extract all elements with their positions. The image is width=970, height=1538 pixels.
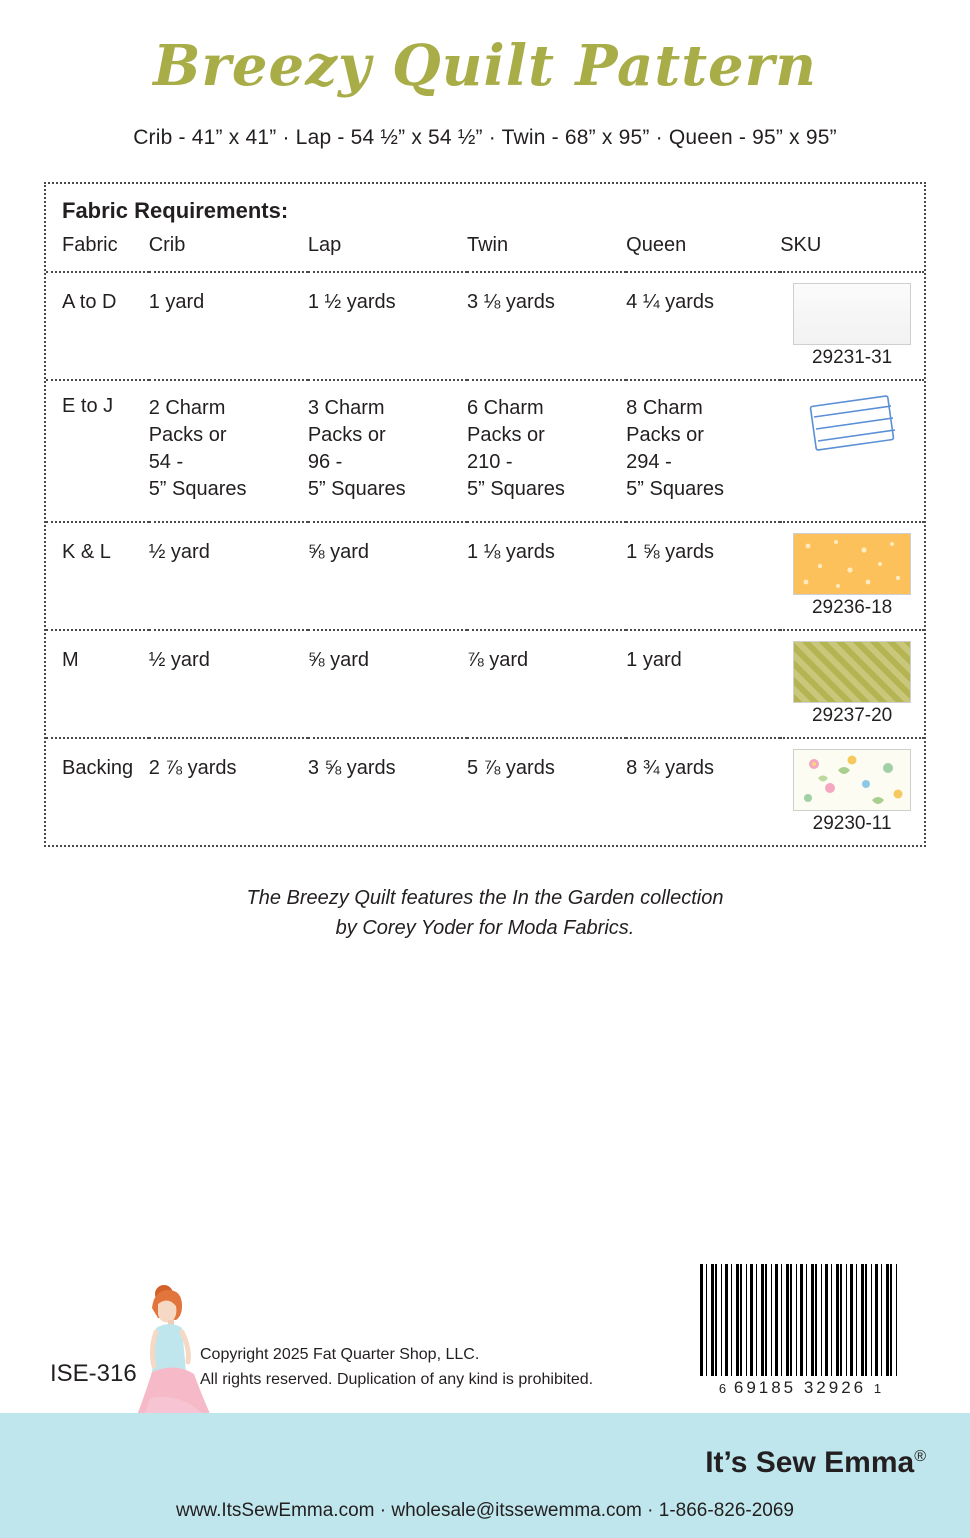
table-head bbox=[46, 234, 924, 272]
cell-sku bbox=[780, 272, 924, 380]
fabric-requirements-table bbox=[44, 182, 926, 847]
cell-lap bbox=[308, 380, 467, 522]
cell-line: 8 Charm bbox=[626, 397, 703, 419]
cell-queen bbox=[626, 380, 780, 522]
cell-line: 6 Charm bbox=[467, 397, 544, 419]
cell-line: Packs or bbox=[626, 424, 704, 446]
cell-line: 210 - bbox=[467, 451, 513, 473]
cell-line: 5” Squares bbox=[626, 478, 724, 500]
cell-line: 5” Squares bbox=[148, 478, 247, 500]
table-row bbox=[46, 522, 924, 630]
sku-label: 29231-31 bbox=[811, 347, 893, 368]
column-header-queen: Queen bbox=[626, 234, 780, 272]
cell-line: 2 Charm bbox=[148, 397, 226, 419]
item-code: ISE-316 bbox=[50, 1360, 137, 1387]
column-header-fabric: Fabric bbox=[46, 234, 149, 272]
cell-sku bbox=[780, 522, 924, 630]
cell-crib: ½ yard bbox=[149, 522, 308, 630]
barcode-main-digits: 69185 32926 bbox=[733, 1378, 867, 1397]
cell-line: 96 - bbox=[307, 451, 343, 473]
cell-sku bbox=[780, 738, 924, 845]
fabric-swatch-floral-print bbox=[793, 749, 911, 811]
brand-name bbox=[705, 1446, 926, 1480]
cell-crib: ½ yard bbox=[149, 630, 308, 738]
cell-fabric: A to D bbox=[46, 272, 149, 380]
brand-text: It’s Sew Emma bbox=[705, 1446, 915, 1479]
column-header-lap: Lap bbox=[308, 234, 467, 272]
cell-twin: 3 ⅛ yards bbox=[467, 272, 626, 380]
quilt-sizes-line: Crib - 41” x 41” · Lap - 54 ½” x 54 ½” · Twin - 68” x 95” · Queen - 95” x 95” bbox=[133, 126, 837, 149]
table-row bbox=[46, 630, 924, 738]
fabric-table bbox=[46, 234, 924, 845]
cell-crib: 2 ⅞ yards bbox=[148, 757, 237, 779]
cell-twin: 1 ⅛ yards bbox=[467, 522, 626, 630]
cell-line: 54 - bbox=[148, 451, 184, 473]
barcode-left-digit: 6 bbox=[718, 1381, 727, 1396]
cell-sku bbox=[780, 380, 924, 522]
column-header-twin: Twin bbox=[467, 234, 626, 272]
caption-line-1: The Breezy Quilt features the In the Garden collection bbox=[246, 887, 724, 909]
fabric-swatch-olive-stripe bbox=[793, 641, 911, 703]
cell-lap: 1 ½ yards bbox=[308, 272, 467, 380]
cell-queen: 1 ⅝ yards bbox=[626, 522, 780, 630]
cell-fabric: E to J bbox=[46, 380, 149, 522]
barcode-bars bbox=[700, 1264, 900, 1376]
cell-fabric: Backing bbox=[62, 757, 134, 779]
registered-mark: ® bbox=[914, 1448, 926, 1465]
cell-line: Packs or bbox=[148, 424, 227, 446]
collection-caption bbox=[0, 883, 970, 943]
table-body bbox=[46, 272, 924, 845]
cell-queen: 1 yard bbox=[626, 630, 780, 738]
sku-label: 29230-11 bbox=[812, 813, 892, 834]
cell-crib: 1 yard bbox=[149, 272, 308, 380]
copyright-line-1: Copyright 2025 Fat Quarter Shop, LLC. bbox=[200, 1345, 480, 1363]
cell-line: 5” Squares bbox=[307, 478, 406, 500]
barcode-digits bbox=[690, 1378, 910, 1398]
cell-line: Packs or bbox=[467, 424, 545, 446]
cell-queen: 8 ¾ yards bbox=[626, 757, 714, 779]
table-row bbox=[46, 272, 924, 380]
sku-label: 29236-18 bbox=[811, 597, 893, 618]
column-header-crib: Crib bbox=[149, 234, 308, 272]
cell-twin: ⅞ yard bbox=[467, 630, 626, 738]
copyright-line-2: All rights reserved. Duplication of any kind is prohibited. bbox=[200, 1371, 594, 1389]
cell-sku bbox=[780, 630, 924, 738]
cell-crib bbox=[149, 380, 308, 522]
charm-pack-icon bbox=[797, 391, 907, 457]
table-heading: Fabric Requirements: bbox=[62, 198, 289, 223]
cell-twin bbox=[467, 380, 626, 522]
fabric-swatch-white-solid bbox=[793, 283, 911, 345]
cell-line: Packs or bbox=[307, 424, 386, 446]
fabric-swatch-orange-print bbox=[793, 533, 911, 595]
column-header-sku: SKU bbox=[780, 234, 924, 272]
barcode-right-digit: 1 bbox=[873, 1381, 882, 1396]
sku-label: 29237-20 bbox=[811, 705, 893, 726]
cell-line: 294 - bbox=[626, 451, 672, 473]
cell-fabric: K & L bbox=[46, 522, 149, 630]
barcode bbox=[690, 1264, 910, 1398]
contact-line: www.ItsSewEmma.com · wholesale@itssewemma.com · 1-866-826-2069 bbox=[175, 1500, 794, 1521]
cell-line: 3 Charm bbox=[307, 397, 385, 419]
cell-lap: 3 ⅝ yards bbox=[307, 757, 396, 779]
cell-fabric: M bbox=[46, 630, 149, 738]
caption-line-2: by Corey Yoder for Moda Fabrics. bbox=[335, 917, 635, 939]
cell-lap: ⅝ yard bbox=[308, 522, 467, 630]
table-header-row bbox=[46, 234, 924, 272]
table-row bbox=[46, 380, 924, 522]
cell-queen: 4 ¼ yards bbox=[626, 272, 780, 380]
page-title: Breezy Quilt Pattern bbox=[153, 33, 817, 99]
table-row bbox=[46, 738, 924, 845]
copyright-block bbox=[200, 1342, 593, 1393]
cell-twin: 5 ⅞ yards bbox=[467, 757, 555, 779]
cell-line: 5” Squares bbox=[467, 478, 565, 500]
cell-lap: ⅝ yard bbox=[308, 630, 467, 738]
